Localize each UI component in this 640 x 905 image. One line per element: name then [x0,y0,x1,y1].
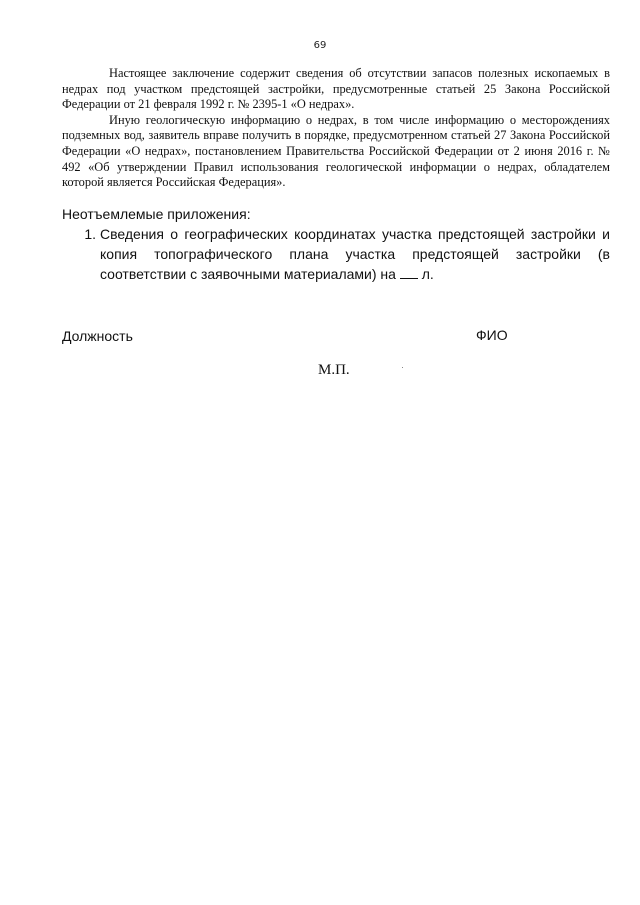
annex-title: Неотъемлемые приложения: [62,206,251,222]
annex-item-text: Сведения о географических координатах участка предстоящей застройки и копия топографического плана участка предстоящей застройки (в соответствии с заявочными материалами) на [100,226,610,282]
paragraph-reserves: Настоящее заключение содержит сведения об отсутствии запасов полезных ископаемых в недрах под участком предстоящей застройки, предусмотренные статьей 25 Закона Российской Федерации от 21 февраля 1992 г. № 2395-1 «О недрах». [62,66,610,112]
scan-speck [402,367,403,368]
blank-page-count-field [400,266,418,279]
position-label: Должность [62,328,133,344]
conclusion-body [62,66,610,191]
paragraph-geological-info: Иную геологическую информацию о недрах, в том числе информацию о месторождениях подземных вод, заявитель вправе получить в порядке, предусмотренном статьей 27 Закона Российской Федерации «О недрах», постановлением Правительства Российской Федерации от 2 июня 2016 г. № 492 «Об утверждении Правил использования геологической информации о недрах, обладателем которой является Российская Федерация». [62,112,610,190]
annex-item-suffix: л. [421,266,434,282]
annex-item-text-wrapper [100,224,610,284]
fio-label: ФИО [476,327,508,343]
annex-list [62,224,610,284]
annex-item [62,224,610,284]
annex-item-number: 1. [84,226,96,242]
page-number: 69 [313,40,327,51]
stamp-label: М.П. [318,362,350,378]
